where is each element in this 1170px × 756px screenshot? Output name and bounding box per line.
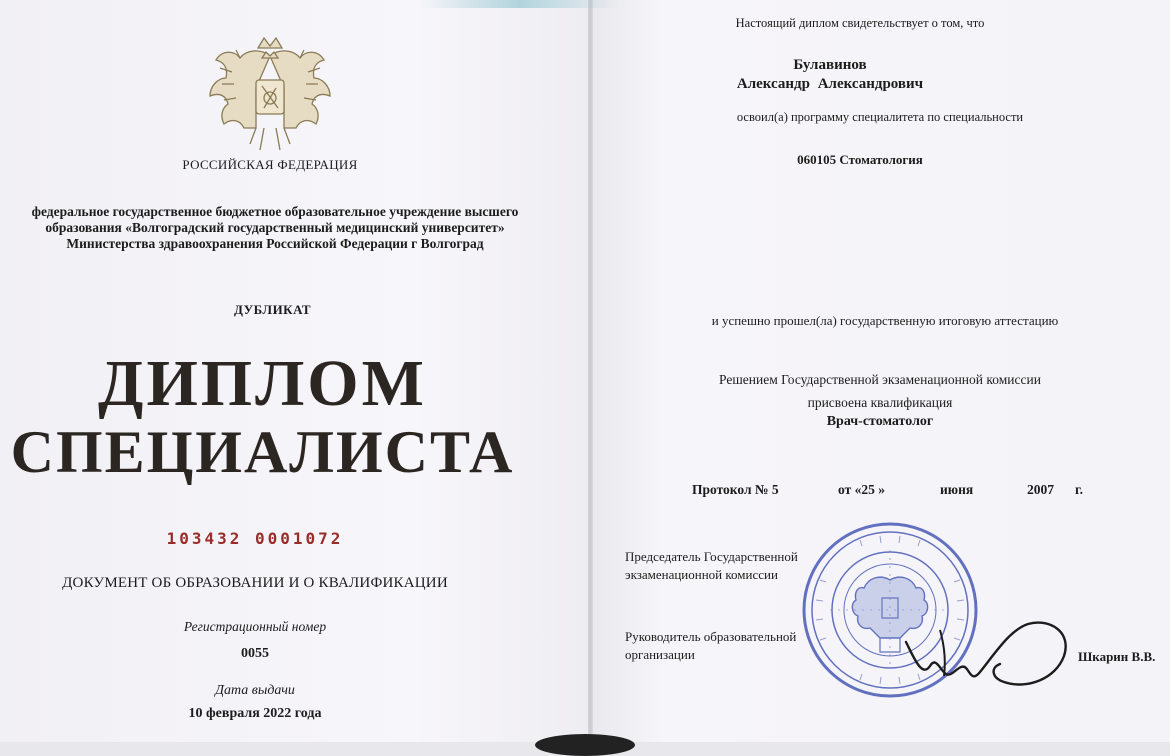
- qualification-awarded-text: присвоена квалификация: [807, 395, 953, 410]
- registration-number: 0055: [241, 646, 269, 661]
- graduate-surname: Булавинов: [793, 57, 867, 73]
- signer-name: Шкарин В.В.: [1078, 649, 1156, 664]
- issue-date: 10 февраля 2022 года: [188, 706, 322, 721]
- diploma-title-line1: ДИПЛОМ: [98, 347, 427, 420]
- duplicate-mark: ДУБЛИКАТ: [233, 302, 312, 317]
- qualification: Врач-стоматолог: [826, 414, 934, 429]
- specialty: 060105 Стоматология: [797, 152, 923, 167]
- cover-edge: [420, 0, 620, 8]
- signature-icon: [900, 612, 1080, 692]
- document-type: ДОКУМЕНТ ОБ ОБРАЗОВАНИИ И О КВАЛИФИКАЦИИ: [62, 575, 448, 591]
- protocol-number: Протокол № 5: [692, 482, 779, 497]
- chairman-label: Председатель Государственной экзаменационной комиссии: [625, 549, 798, 582]
- graduate-given-names: Александр Александрович: [736, 76, 924, 92]
- program-text: освоил(а) программу специалитета по специальности: [736, 110, 1024, 124]
- protocol-day: от «25 »: [838, 482, 885, 497]
- protocol-year: 2007: [1027, 482, 1054, 497]
- head-label: Руководитель образовательной организации: [625, 629, 797, 662]
- diploma-spine: [588, 0, 593, 742]
- country-name: РОССИЙСКАЯ ФЕДЕРАЦИЯ: [182, 157, 358, 172]
- diploma-title-line2: СПЕЦИАЛИСТА: [10, 419, 515, 485]
- certifies-text: Настоящий диплом свидетельствует о том, что: [735, 16, 985, 30]
- coat-of-arms-icon: [200, 28, 340, 153]
- background-object: [535, 734, 635, 756]
- protocol-year-suffix: г.: [1075, 482, 1083, 497]
- registration-label: Регистрационный номер: [183, 619, 327, 634]
- commission-decision: Решением Государственной экзаменационной комиссии: [719, 372, 1041, 387]
- protocol-month: июня: [940, 482, 974, 497]
- attestation-text: и успешно прошел(ла) государственную итоговую аттестацию: [711, 313, 1059, 328]
- issue-date-label: Дата выдачи: [215, 683, 295, 698]
- institution-name: федеральное государственное бюджетное образовательное учреждение высшего образования «Волгоградский государственный медицинский университет» Министерства здравоохранения Российской Федерации г Волгоград: [31, 204, 519, 251]
- serial-number: 103432 0001072: [166, 529, 344, 548]
